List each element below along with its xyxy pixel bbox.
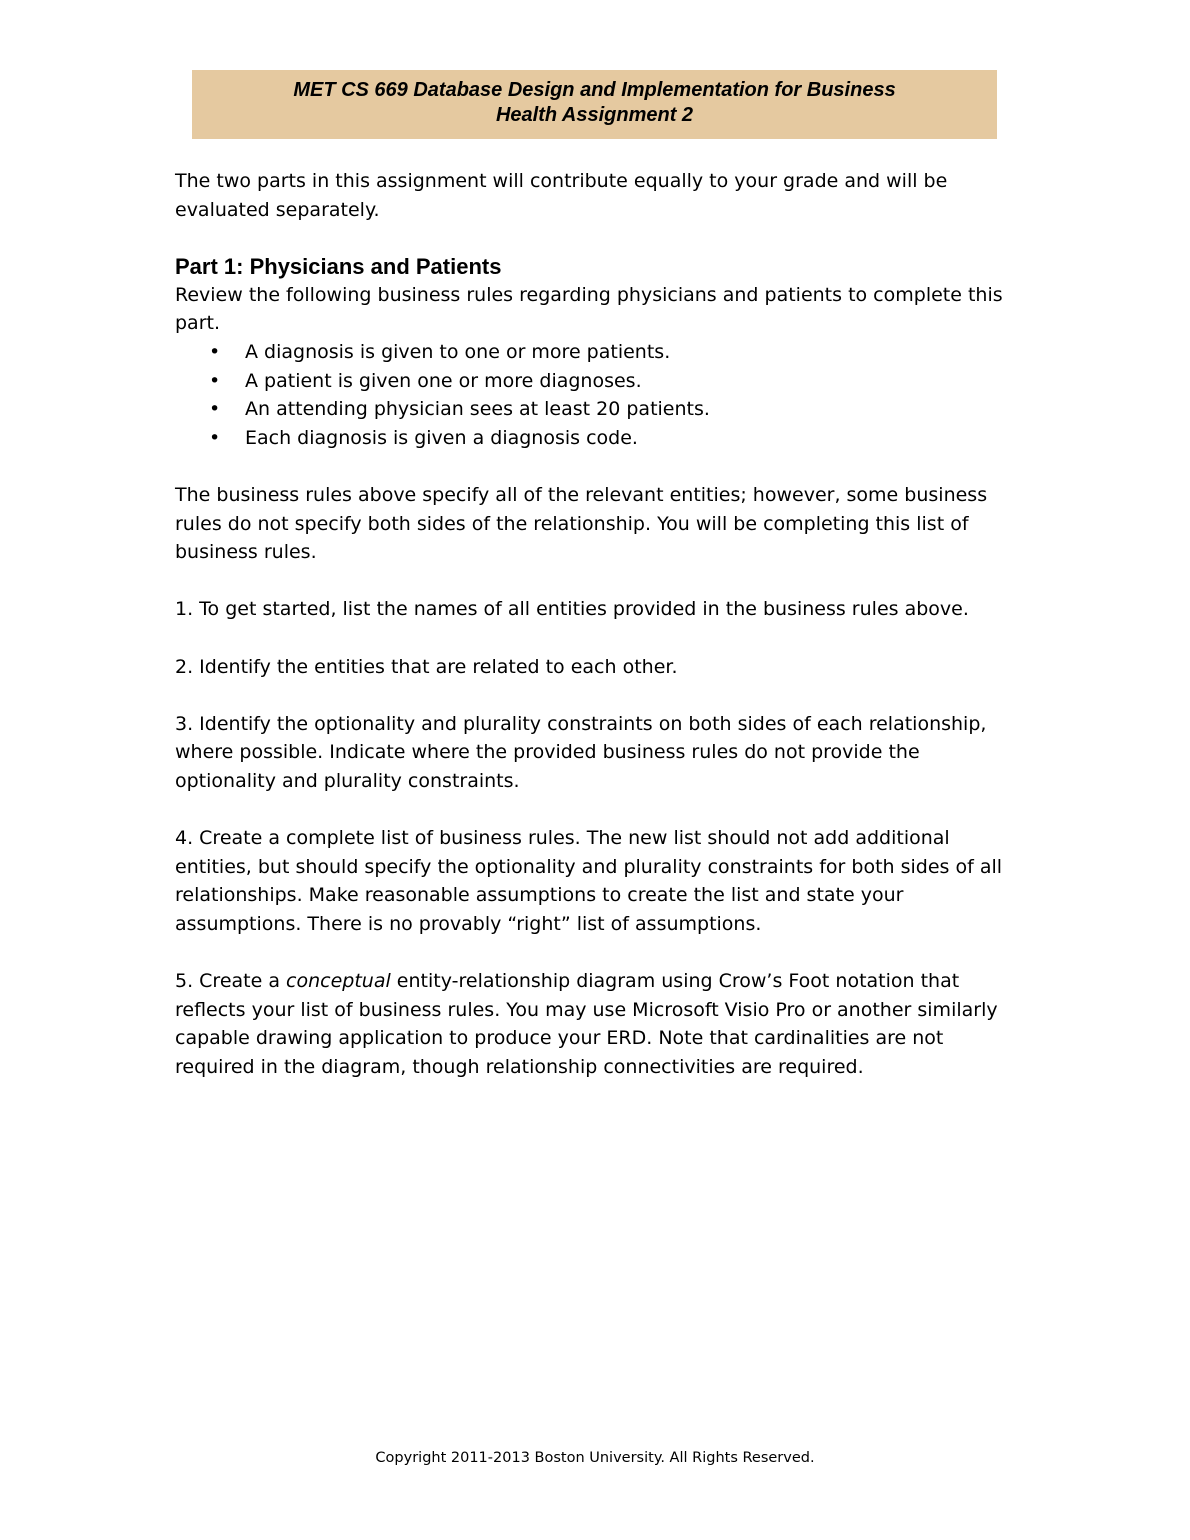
- document-body: [175, 167, 1015, 1081]
- document-title-line-1: MET CS 669 Database Design and Implementation for Business: [293, 79, 896, 101]
- business-rule-text: A patient is given one or more diagnoses.: [245, 369, 642, 392]
- rules-note-paragraph: The business rules above specify all of the relevant entities; however, some business rules do not specify both sides of the relationship. You will be completing this list of business rules.: [175, 483, 988, 564]
- list-item: [175, 424, 1015, 453]
- list-item: [175, 395, 1015, 424]
- step-5-paragraph: [175, 967, 1015, 1081]
- business-rule-text: An attending physician sees at least 20 patients.: [245, 398, 710, 421]
- part1-heading: Part 1: Physicians and Patients: [175, 253, 502, 279]
- step-5-emphasis: conceptual: [286, 970, 391, 993]
- intro-paragraph: The two parts in this assignment will contribute equally to your grade and will be evaluated separately.: [175, 170, 948, 221]
- copyright-footer: Copyright 2011-2013 Boston University. All Rights Reserved.: [375, 1450, 815, 1466]
- bullet-icon: •: [209, 369, 221, 392]
- step-1-paragraph: 1. To get started, list the names of all entities provided in the business rules above.: [175, 598, 969, 621]
- document-title-banner: [192, 70, 997, 139]
- step-5-prefix: 5. Create a: [175, 970, 287, 993]
- step-2-paragraph: 2. Identify the entities that are related to each other.: [175, 655, 678, 678]
- list-item: [175, 338, 1015, 367]
- bullet-icon: •: [209, 398, 221, 421]
- bullet-icon: •: [209, 426, 221, 449]
- business-rule-text: Each diagnosis is given a diagnosis code.: [245, 426, 638, 449]
- step-5-suffix: entity-relationship diagram using Crow’s Foot notation that reflects your list of business rules. You may use Microsoft Visio Pro or another similarly capable drawing application to produce your ERD. Note that cardinalities are not required in the diagram, though relationship connectivities are required.: [175, 970, 998, 1078]
- step-4-paragraph: 4. Create a complete list of business rules. The new list should not add additional entities, but should specify the optionality and plurality constraints for both sides of all relationships. Make reasonable assumptions to create the list and state your assumptions. There is no provably “right” list of assumptions.: [175, 827, 1003, 935]
- list-item: [175, 367, 1015, 396]
- part1-lead-paragraph: Review the following business rules regarding physicians and patients to complete this part.: [175, 283, 1003, 335]
- business-rules-list: [175, 338, 1015, 452]
- step-3-paragraph: 3. Identify the optionality and plurality constraints on both sides of each relationship, where possible. Indicate where the provided business rules do not provide the optionality and plurality constraints.: [175, 712, 987, 792]
- business-rule-text: A diagnosis is given to one or more patients.: [245, 340, 671, 363]
- document-title-line-2: Health Assignment 2: [495, 104, 694, 126]
- bullet-icon: •: [209, 340, 221, 363]
